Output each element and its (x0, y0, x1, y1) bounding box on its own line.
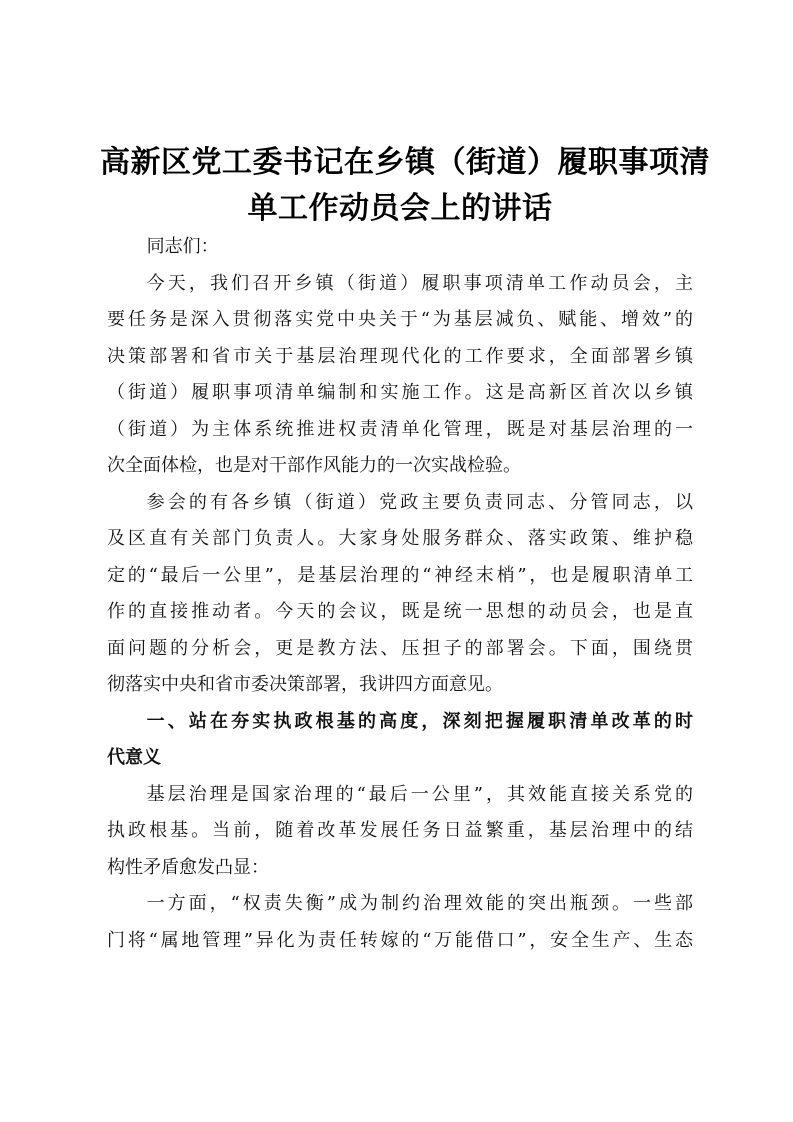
text-line: 次全面体检，也是对干部作风能力的一次实战检验。 (107, 455, 521, 476)
text-line: （街道）履职事项清单编制和实施工作。这是高新区首次以乡镇 (107, 382, 693, 403)
text-line: 一方面，“权责失衡”成为制约治理效能的突出瓶颈。一些部 (146, 893, 693, 914)
text-line: 代意义 (107, 747, 161, 768)
salutation: 同志们： (146, 236, 219, 257)
text-line: 作的直接推动者。今天的会议，既是统一思想的动员会，也是直 (107, 601, 693, 622)
text-line: 基层治理是国家治理的“最后一公里”，其效能直接关系党的 (146, 783, 693, 805)
section-heading (107, 704, 693, 777)
text-line: 执政根基。当前，随着改革发展任务日益繁重，基层治理中的结 (107, 820, 693, 841)
text-line: 参会的有各乡镇（街道）党政主要负责同志、分管同志，以 (146, 491, 693, 513)
text-line: 一、站在夯实执政根基的高度，深刻把握履职清单改革的时 (146, 710, 693, 732)
title-line-2: 单工作动员会上的讲话 (247, 191, 553, 226)
document-title (100, 140, 710, 232)
body-paragraph (107, 886, 693, 959)
text-line: （街道）为主体系统推进权责清单化管理，既是对基层治理的一 (107, 418, 693, 440)
text-line: 构性矛盾愈发凸显： (107, 856, 269, 878)
paragraph-list (107, 266, 693, 960)
body-paragraph (107, 485, 693, 704)
body-paragraph (107, 266, 693, 485)
text-line: 及区直有关部门负责人。大家身处服务群众、落实政策、维护稳 (107, 528, 693, 549)
body-paragraph (107, 777, 693, 887)
text-line: 彻落实中央和省市委决策部署，我讲四方面意见。 (107, 674, 503, 695)
text-line: 要任务是深入贯彻落实党中央关于“为基层减负、赋能、增效”的 (107, 309, 693, 330)
text-line: 今天，我们召开乡镇（街道）履职事项清单工作动员会，主 (146, 272, 693, 294)
title-line-1: 高新区党工委书记在乡镇（街道）履职事项清 (100, 145, 710, 180)
document-body (107, 229, 693, 959)
text-line: 门将“属地管理”异化为责任转嫁的“万能借口”，安全生产、生态 (107, 929, 693, 951)
text-line: 决策部署和省市关于基层治理现代化的工作要求，全面部署乡镇 (107, 345, 693, 367)
text-line: 面问题的分析会，更是教方法、压担子的部署会。下面，围绕贯 (107, 637, 693, 659)
text-line: 定的“最后一公里”，是基层治理的“神经末梢”，也是履职清单工 (107, 564, 693, 586)
